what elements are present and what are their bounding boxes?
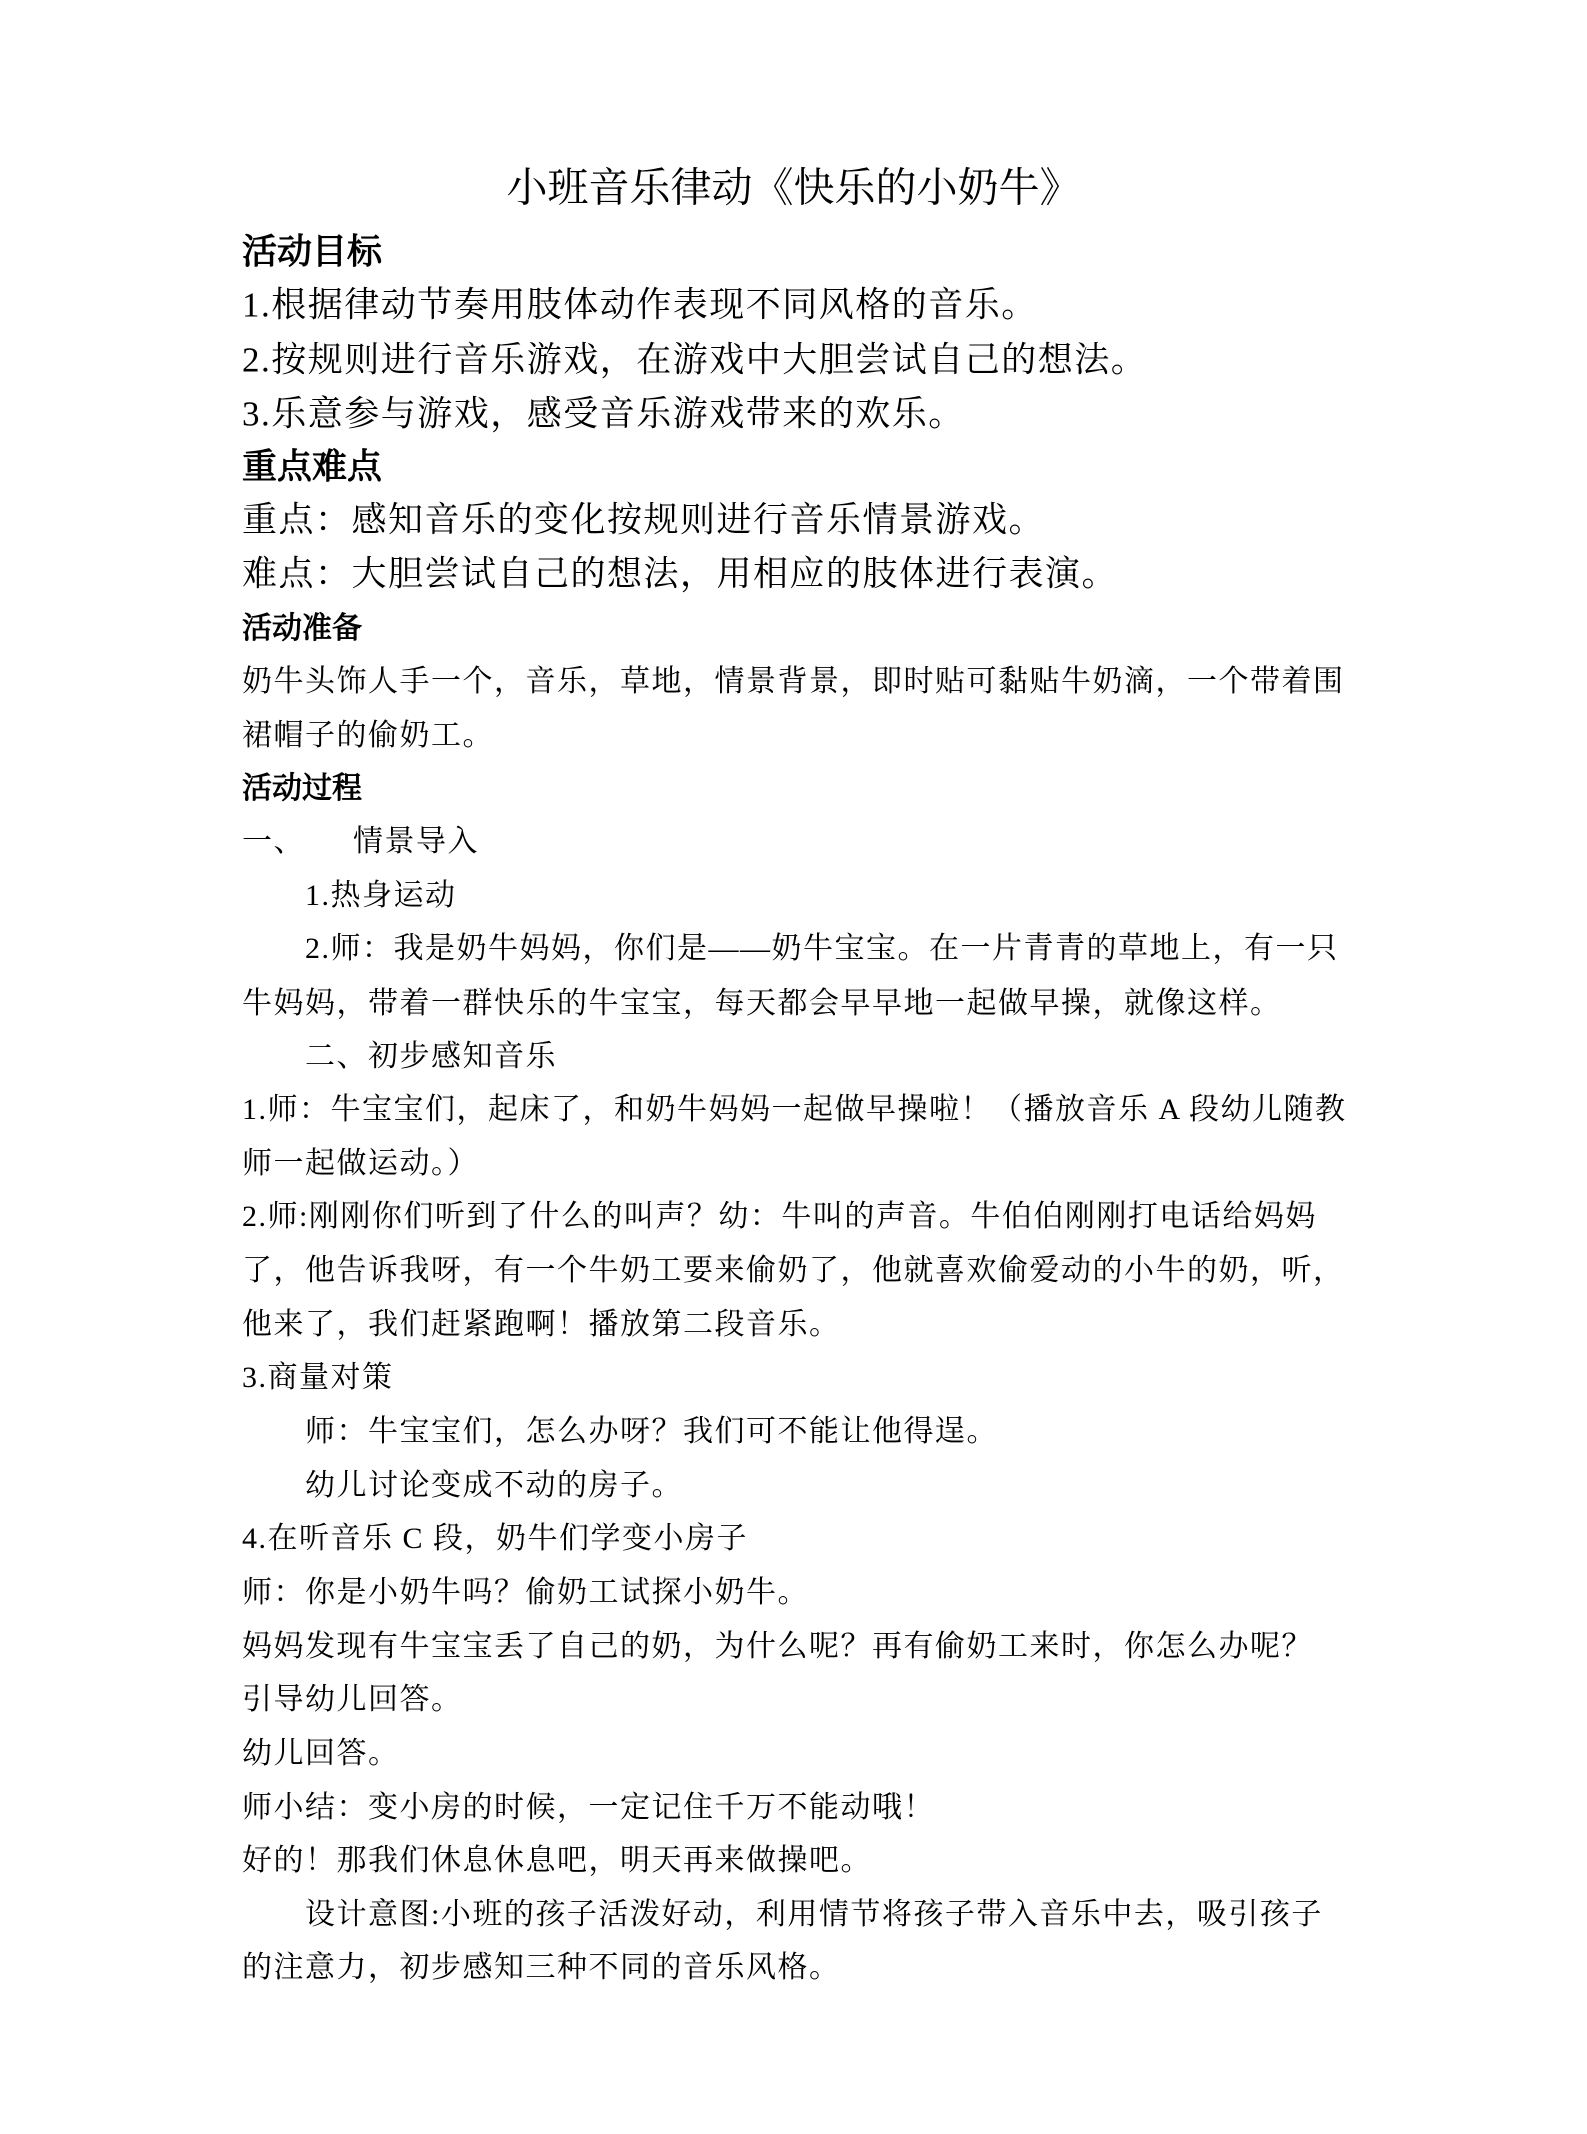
document-title: 小班音乐律动《快乐的小奶牛》 — [506, 164, 1081, 211]
preparation-text: 奶牛头饰人手一个，音乐，草地，情景背景，即时贴可黏贴牛奶滴，一个带着围 — [242, 665, 1345, 698]
part-label: 情景导入 — [353, 825, 479, 858]
design-intent-text: 的注意力，初步感知三种不同的音乐风格。 — [242, 1951, 841, 1984]
section-heading-key-points: 重点难点 — [242, 447, 383, 487]
goal-item: 3.乐意参与游戏，感受音乐游戏带来的欢乐。 — [242, 394, 965, 434]
process-text: 牛妈妈，带着一群快乐的牛宝宝，每天都会早早地一起做早操，就像这样。 — [242, 987, 1282, 1020]
process-step: 1.师：牛宝宝们，起床了，和奶牛妈妈一起做早操啦！（播放音乐 A 段幼儿随教 — [242, 1093, 1347, 1126]
process-part-1-heading — [242, 827, 1346, 857]
section-heading-preparation: 活动准备 — [242, 612, 362, 645]
preparation-text: 裙帽子的偷奶工。 — [242, 719, 494, 752]
process-step: 2.师：我是奶牛妈妈，你们是——奶牛宝宝。在一片青青的草地上，有一只 — [305, 932, 1339, 965]
process-text: 好的！那我们休息休息吧，明天再来做操吧。 — [242, 1844, 872, 1877]
part-number: 一、 — [242, 825, 305, 858]
process-step: 4.在听音乐 C 段，奶牛们学变小房子 — [242, 1522, 749, 1555]
goal-item: 2.按规则进行音乐游戏，在游戏中大胆尝试自己的想法。 — [242, 340, 1148, 380]
difficulty-item: 难点：大胆尝试自己的想法，用相应的肢体进行表演。 — [242, 554, 1119, 594]
process-step: 2.师:刚刚你们听到了什么的叫声？幼：牛叫的声音。牛伯伯刚刚打电话给妈妈 — [242, 1200, 1317, 1233]
process-text: 师：你是小奶牛吗？偷奶工试探小奶牛。 — [242, 1576, 809, 1609]
process-text: 幼儿回答。 — [242, 1737, 400, 1770]
process-text: 师一起做运动。） — [242, 1147, 479, 1180]
section-heading-process: 活动过程 — [242, 772, 362, 805]
process-part-2-heading: 二、初步感知音乐 — [305, 1040, 557, 1073]
process-text: 妈妈发现有牛宝宝丢了自己的奶，为什么呢？再有偷奶工来时，你怎么办呢？ — [242, 1630, 1313, 1663]
process-text: 了，他告诉我呀，有一个牛奶工要来偷奶了，他就喜欢偷爱动的小牛的奶，听， — [242, 1254, 1345, 1287]
process-step: 1.热身运动 — [305, 879, 457, 912]
process-text: 他来了，我们赶紧跑啊！播放第二段音乐。 — [242, 1308, 841, 1341]
process-text: 引导幼儿回答。 — [242, 1683, 463, 1716]
process-text: 师：牛宝宝们，怎么办呀？我们可不能让他得逞。 — [305, 1415, 998, 1448]
key-point-item: 重点：感知音乐的变化按规则进行音乐情景游戏。 — [242, 500, 1046, 540]
process-step: 3.商量对策 — [242, 1361, 394, 1394]
process-text: 师小结：变小房的时候，一定记住千万不能动哦！ — [242, 1791, 935, 1824]
process-text: 幼儿讨论变成不动的房子。 — [305, 1469, 683, 1502]
design-intent-text: 设计意图:小班的孩子活泼好动，利用情节将孩子带入音乐中去，吸引孩子 — [305, 1898, 1323, 1931]
section-heading-goals: 活动目标 — [242, 232, 383, 272]
goal-item: 1.根据律动节奏用肢体动作表现不同风格的音乐。 — [242, 285, 1038, 325]
